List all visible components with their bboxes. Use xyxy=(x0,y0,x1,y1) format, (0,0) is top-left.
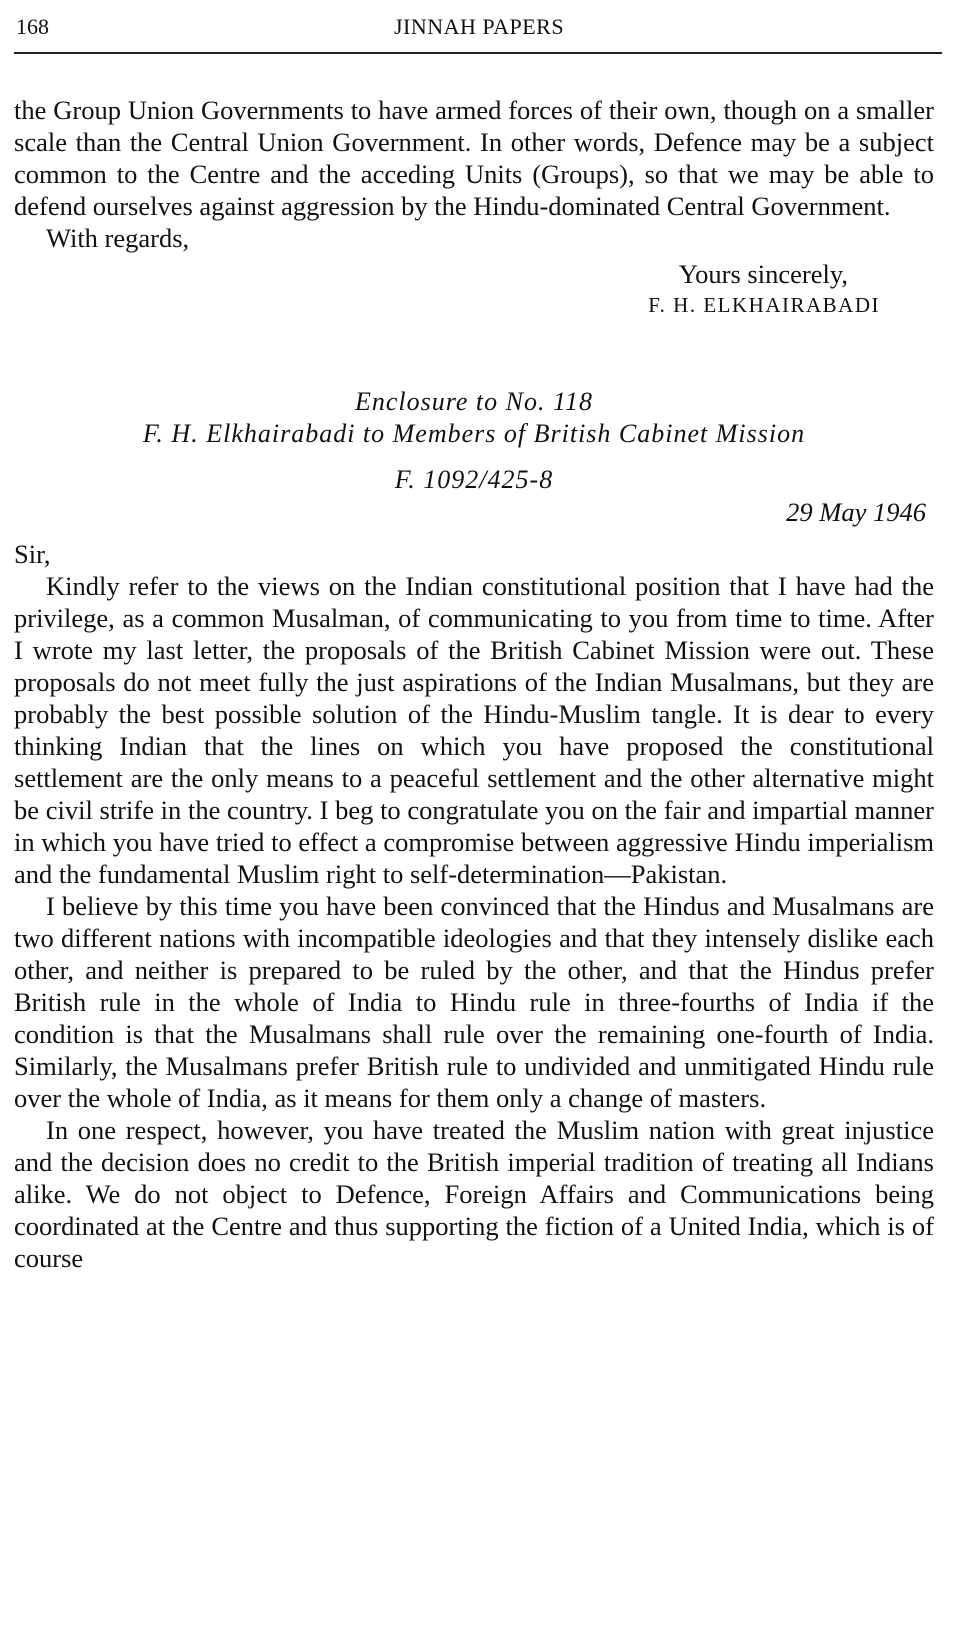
running-head xyxy=(16,14,942,44)
header-rule xyxy=(14,52,942,54)
body-paragraph: In one respect, however, you have treated the Muslim nation with great injustice and the decision does no credit to the British imperial tradition of treating all Indians alike. We do not object to Defence, Foreign Affairs and Communications being coordinated at the Centre and thus supporting the fiction of a United India, which is of course xyxy=(14,1115,934,1273)
body-paragraph: Kindly refer to the views on the Indian constitutional position that I have had the privilege, as a common Musalman, of communicating to you from time to time. After I wrote my last letter, the proposals of the British Cabinet Mission were out. These proposals do not meet fully the just aspirations of the Indian Musalmans, but they are probably the best possible solution of the Hindu-Muslim tangle. It is dear to every thinking Indian that the lines on which you have proposed the constitutional settlement are the only means to a peaceful settlement and the other alternative might be civil strife in the country. I beg to congratulate you on the fair and impartial manner in which you have tried to effect a compromise between aggressive Hindu imperialism and the fundamental Muslim right to self-determination—Pakistan. xyxy=(14,571,934,889)
body-paragraph: I believe by this time you have been convinced that the Hindus and Musalmans are two different nations with incompatible ideologies and that they intensely dislike each other, and neither is prepared to be ruled by the other, and that the Hindus prefer British rule in the whole of India to Hindu rule in three-fourths of India if the condition is that the Musalmans shall rule over the remaining one-fourth of India. Similarly, the Musalmans prefer British rule to undivided and unmitigated Hindu rule over the whole of India, as it means for them only a change of masters. xyxy=(14,891,934,1113)
book-page xyxy=(14,0,942,1646)
letter-continuation: the Group Union Governments to have armed forces of their own, though on a smaller scale than the Central Union Government. In other words, Defence may be a subject common to the Centre and the acceding Units (Groups), so that we may be able to defend ourselves against aggression by the Hindu-dominated Central Government. xyxy=(14,95,934,221)
enclosure-file-reference: F. 1092/425-8 xyxy=(394,465,554,494)
enclosure-subtitle: F. H. Elkhairabadi to Members of British Cabinet Mission xyxy=(142,419,806,448)
letter-regards: With regards, xyxy=(46,223,190,253)
enclosure-date: 29 May 1946 xyxy=(786,497,926,527)
enclosure-title: Enclosure to No. 118 xyxy=(354,387,594,416)
page-number: 168 xyxy=(16,14,49,39)
letter-signature: F. H. ELKHAIRABADI xyxy=(648,293,880,317)
letter-closing: Yours sincerely, xyxy=(678,259,848,289)
running-title: JINNAH PAPERS xyxy=(393,14,565,39)
salutation: Sir, xyxy=(14,539,51,569)
page-body xyxy=(14,94,934,1274)
